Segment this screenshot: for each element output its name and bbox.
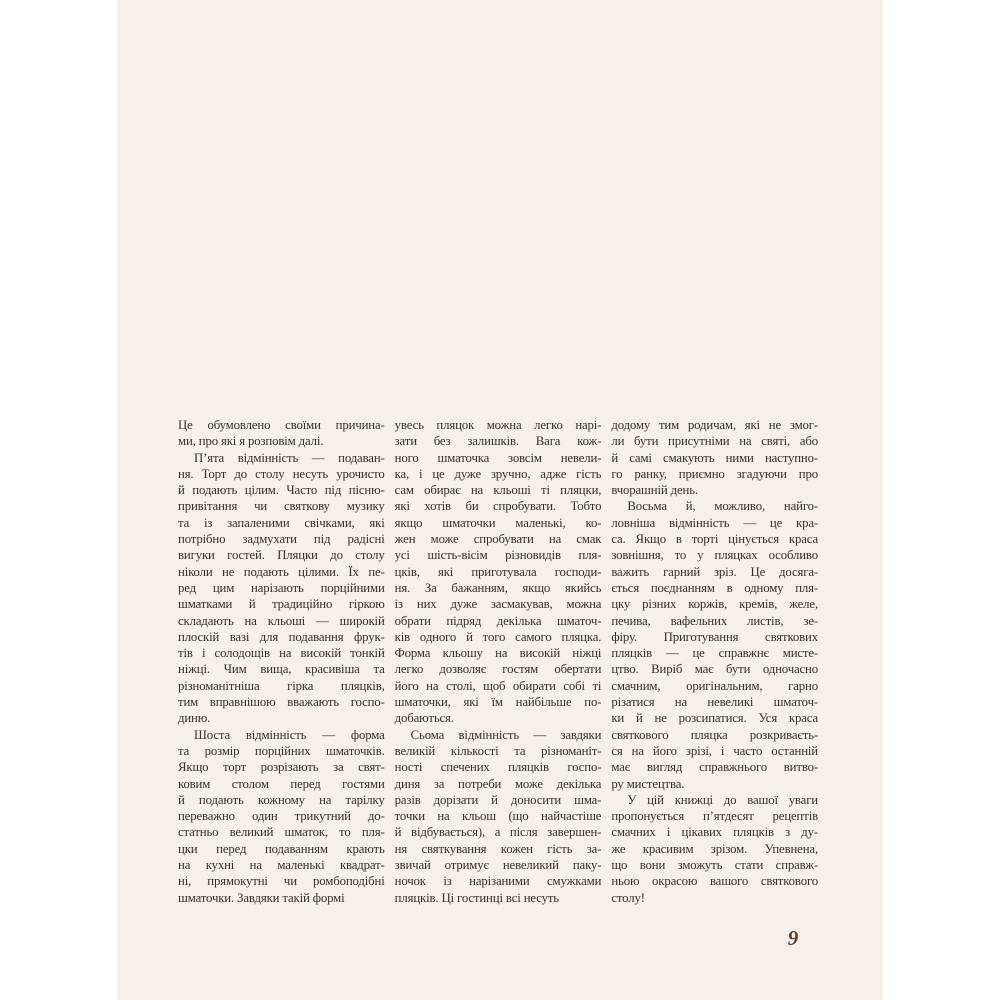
text-line: сам обирає на кльоші ті пляцки, bbox=[394, 483, 602, 498]
text-line: ловніша відмінність — це кра- bbox=[611, 515, 818, 530]
text-line: привітання чи святкову музику bbox=[178, 499, 385, 514]
text-line: У цій книжці до вашої уваги bbox=[627, 792, 818, 807]
text-line: потрібно задмухати під радісні bbox=[178, 532, 385, 547]
text-line: ня. За бажанням, якщо якийсь bbox=[394, 580, 602, 595]
text-line: са. Якщо в торті цінується краса bbox=[611, 532, 818, 547]
text-line: ньою окрасою вашого святкового bbox=[611, 874, 818, 889]
text-line: цки перед подаванням крають bbox=[178, 841, 385, 856]
text-line: й самі смакують ними наступно- bbox=[611, 450, 818, 465]
text-line: ся на його зрізі, і часто останній bbox=[611, 743, 818, 758]
text-column-2 bbox=[395, 417, 602, 906]
text-line: та розмір порційних шматочків. bbox=[178, 743, 385, 758]
text-line: фіру. Приготування святкових bbox=[611, 629, 818, 644]
text-line: разів дорізати й доносити шма- bbox=[394, 792, 602, 807]
text-line: має вигляд справжнього витво- bbox=[611, 760, 818, 775]
text-line: пляцків — це справжнє мисте- bbox=[611, 646, 818, 661]
text-line: різноманітніша гірка пляцків, bbox=[178, 678, 385, 693]
text-line: ніколи не подають цілими. Їх пе- bbox=[178, 564, 385, 579]
text-column-3 bbox=[611, 417, 818, 906]
text-line: ру мистецтва. bbox=[611, 776, 685, 791]
text-line: цтво. Виріб має бути одночасно bbox=[611, 662, 818, 677]
text-line: П’ята відмінність — подаван- bbox=[194, 450, 385, 465]
text-line: ред цим нарізають порційними bbox=[178, 580, 385, 595]
text-line: якщо шматочки маленькі, ко- bbox=[394, 515, 602, 530]
text-line: ні, прямокутні чи ромбоподібні bbox=[178, 874, 385, 889]
text-columns bbox=[178, 417, 818, 906]
text-line: ного шматочка зовсім невели- bbox=[394, 450, 602, 465]
text-line: столу! bbox=[611, 890, 645, 905]
text-line: плоскій вазі для подавання фрук- bbox=[178, 629, 385, 644]
text-line: ка, і це дуже зручно, адже гість bbox=[394, 466, 602, 481]
text-line: ночок із нарізаними смужками bbox=[394, 874, 602, 889]
book-page bbox=[117, 0, 883, 1000]
text-line: вигуки гостей. Пляцки до столу bbox=[178, 548, 385, 563]
text-line: та із запаленими свічками, які bbox=[178, 515, 385, 530]
text-line: на кухні на маленькі квадрат- bbox=[178, 858, 385, 873]
text-line: тим вправнішою вважають госпо- bbox=[178, 695, 385, 710]
text-line: добаються. bbox=[394, 711, 454, 726]
text-line: зовнішня, то у пляцках особливо bbox=[611, 548, 818, 563]
text-line: шматочки. Завдяки такій формі bbox=[178, 890, 345, 905]
text-line: смачних і цікавих пляцків з ду- bbox=[611, 825, 818, 840]
text-line: які хотів би спробувати. Тобто bbox=[394, 499, 602, 514]
text-line: звичай отримує невеликий паку- bbox=[394, 858, 602, 873]
text-line: смачним, оригінальним, гарно bbox=[611, 678, 818, 693]
text-line: пляцків. Ці гостинці всі несуть bbox=[394, 890, 559, 905]
text-line: вчорашній день. bbox=[611, 483, 698, 498]
text-line: диню. bbox=[178, 711, 211, 726]
text-line: зати без залишків. Вага кож- bbox=[394, 434, 602, 449]
text-line: Восьма й, можливо, найго- bbox=[627, 499, 818, 514]
text-line: Форма кльошу на високій ніжці bbox=[394, 646, 602, 661]
text-line: й подають цілим. Часто під пісню- bbox=[178, 483, 385, 498]
text-line: ється поєднанням в одному пля- bbox=[611, 580, 818, 595]
text-line: ня. Торт до столу несуть урочисто bbox=[178, 466, 385, 481]
text-line: шматками й традиційно гіркою bbox=[178, 597, 385, 612]
text-line: ків одного й того самого пляцка. bbox=[394, 629, 602, 644]
text-line: Якщо торт розрізають за свят- bbox=[178, 760, 385, 775]
text-line: й відбувається), а після завершен- bbox=[394, 825, 602, 840]
text-line: статньо великий шматок, то пля- bbox=[178, 825, 385, 840]
text-line: печива, вафельних листів, зе- bbox=[611, 613, 818, 628]
text-line: його на столі, щоб обирати собі ті bbox=[394, 678, 602, 693]
text-line: різатися на невеликі шматоч- bbox=[611, 695, 818, 710]
text-line: ли бути присутніми на святі, або bbox=[611, 434, 818, 449]
text-line: легко дозволяє гостям обертати bbox=[394, 662, 602, 677]
text-line: складають на кльоші — широкій bbox=[178, 613, 385, 628]
text-line: Сьома відмінність — завдяки bbox=[410, 727, 602, 742]
text-line: усі шість-вісім різновидів пля- bbox=[394, 548, 602, 563]
text-line: святкового пляцка розкриваєть- bbox=[611, 727, 818, 742]
text-line: ковим столом перед гостями bbox=[178, 776, 385, 791]
text-line: ніжці. Чим вища, красивіша та bbox=[178, 662, 385, 677]
text-line: ня святкування кожен гість за- bbox=[394, 841, 602, 856]
text-line: Шоста відмінність — форма bbox=[194, 727, 385, 742]
text-line: ми, про які я розповім далі. bbox=[178, 434, 324, 449]
text-line: диня за потреби може декілька bbox=[394, 776, 602, 791]
text-line: цків, які приготувала господи- bbox=[394, 564, 602, 579]
text-line: що вони зможуть стати справж- bbox=[611, 858, 818, 873]
text-line: ності спечених пляцків госпо- bbox=[394, 760, 602, 775]
text-line: увесь пляцок можна легко нарі- bbox=[394, 418, 602, 432]
text-line: важить гарний зріз. Це досяга- bbox=[611, 564, 818, 579]
text-line: шматочки, які їм найбільше по- bbox=[394, 695, 602, 710]
text-line: додому тим родичам, які не змог- bbox=[611, 418, 818, 432]
text-line: й подають кожному на тарілку bbox=[178, 792, 385, 807]
text-line: тів і солодощів на високій тонкій bbox=[178, 646, 385, 661]
text-line: Це обумовлено своїми причина- bbox=[178, 418, 385, 432]
text-line: ки й не розсипатися. Уся краса bbox=[611, 711, 818, 726]
text-line: цку різних коржів, кремів, желе, bbox=[611, 597, 818, 612]
text-column-1 bbox=[178, 417, 385, 906]
text-line: переважно один трикутний до- bbox=[178, 809, 385, 824]
text-line: великій кількості та різноманіт- bbox=[394, 743, 602, 758]
text-line: із них дуже засмакував, можна bbox=[394, 597, 602, 612]
text-line: го ранку, приємно згадуючи про bbox=[611, 466, 818, 481]
text-line: же красивим зрізом. Упевнена, bbox=[611, 841, 818, 856]
page-number: 9 bbox=[787, 926, 799, 950]
text-line: обрати підряд декілька шматоч- bbox=[394, 613, 602, 628]
text-line: точки на кльош (що найчастіше bbox=[394, 809, 602, 824]
text-line: пропонується п’ятдесят рецептів bbox=[611, 809, 818, 824]
text-line: жен може спробувати на смак bbox=[394, 532, 602, 547]
